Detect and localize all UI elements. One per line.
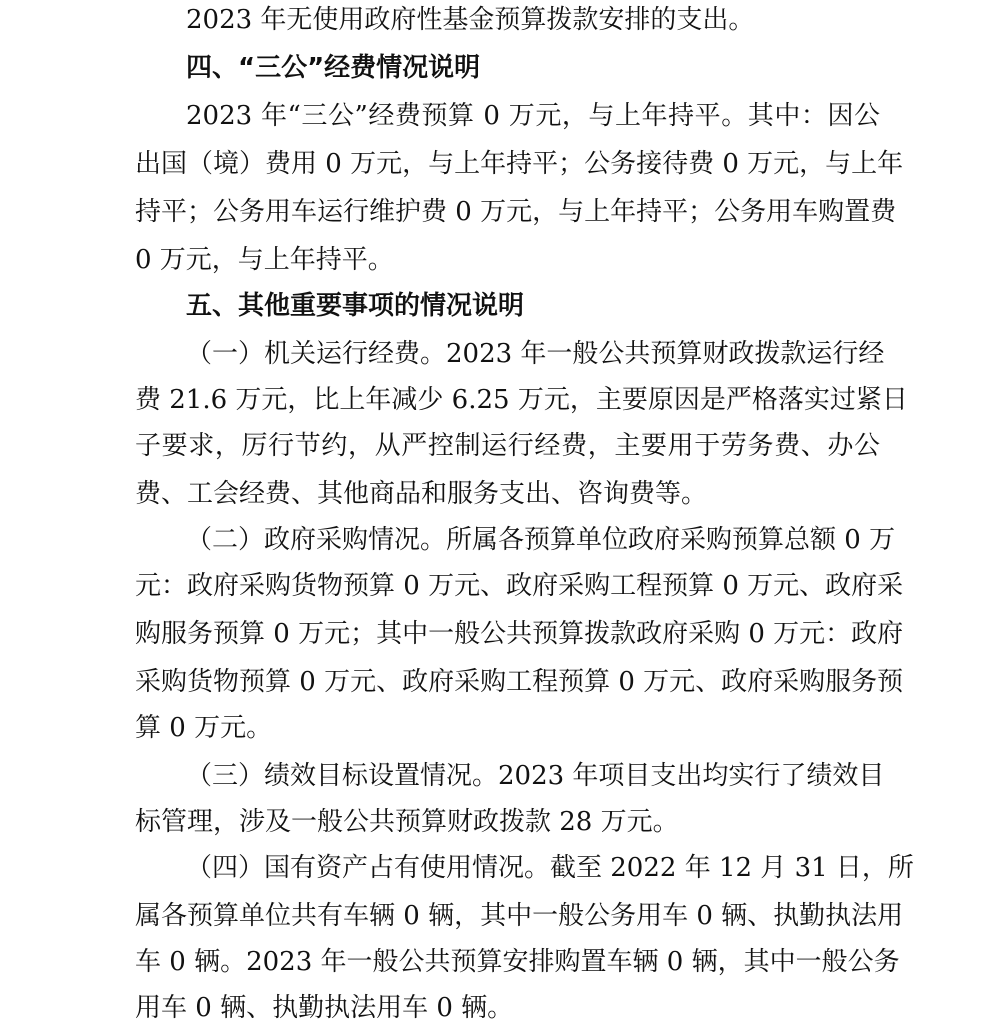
paragraph-line: 持平；公务用车运行维护费 0 万元，与上年持平；公务用车购置费 bbox=[135, 197, 897, 227]
paragraph-line: （四）国有资产占有使用情况。截至 2022 年 12 月 31 日，所 bbox=[186, 853, 914, 883]
paragraph-line: 费 21.6 万元，比上年减少 6.25 万元，主要原因是严格落实过紧日 bbox=[135, 385, 908, 415]
paragraph-line: 属各预算单位共有车辆 0 辆，其中一般公务用车 0 辆、执勤执法用 bbox=[135, 901, 904, 931]
paragraph-line: （三）绩效目标设置情况。2023 年项目支出均实行了绩效目 bbox=[186, 761, 885, 791]
paragraph-line: 出国（境）费用 0 万元，与上年持平；公务接待费 0 万元，与上年 bbox=[135, 149, 904, 179]
paragraph-line: 购服务预算 0 万元；其中一般公共预算拨款政府采购 0 万元：政府 bbox=[135, 619, 904, 649]
paragraph-line: 车 0 辆。2023 年一般公共预算安排购置车辆 0 辆，其中一般公务 bbox=[135, 947, 900, 977]
section-heading-three-public-expenses: 四、“三公”经费情况说明 bbox=[186, 53, 481, 83]
paragraph-line: 算 0 万元。 bbox=[135, 713, 273, 743]
paragraph-line: （二）政府采购情况。所属各预算单位政府采购预算总额 0 万 bbox=[186, 525, 896, 555]
paragraph-line: 2023 年“三公”经费预算 0 万元，与上年持平。其中：因公 bbox=[186, 101, 880, 131]
paragraph-line: 费、工会经费、其他商品和服务支出、咨询费等。 bbox=[135, 479, 708, 509]
paragraph-line: （一）机关运行经费。2023 年一般公共预算财政拨款运行经 bbox=[186, 339, 885, 369]
section-heading-other-matters: 五、其他重要事项的情况说明 bbox=[186, 291, 525, 321]
paragraph-line: 用车 0 辆、执勤执法用车 0 辆。 bbox=[135, 993, 514, 1023]
paragraph-line: 2023 年无使用政府性基金预算拨款安排的支出。 bbox=[186, 5, 755, 35]
paragraph-line: 0 万元，与上年持平。 bbox=[135, 245, 394, 275]
paragraph-line: 元：政府采购货物预算 0 万元、政府采购工程预算 0 万元、政府采 bbox=[135, 571, 904, 601]
paragraph-line: 采购货物预算 0 万元、政府采购工程预算 0 万元、政府采购服务预 bbox=[135, 667, 904, 697]
paragraph-line: 子要求，厉行节约，从严控制运行经费，主要用于劳务费、办公 bbox=[135, 431, 880, 461]
paragraph-line: 标管理，涉及一般公共预算财政拨款 28 万元。 bbox=[135, 807, 679, 837]
